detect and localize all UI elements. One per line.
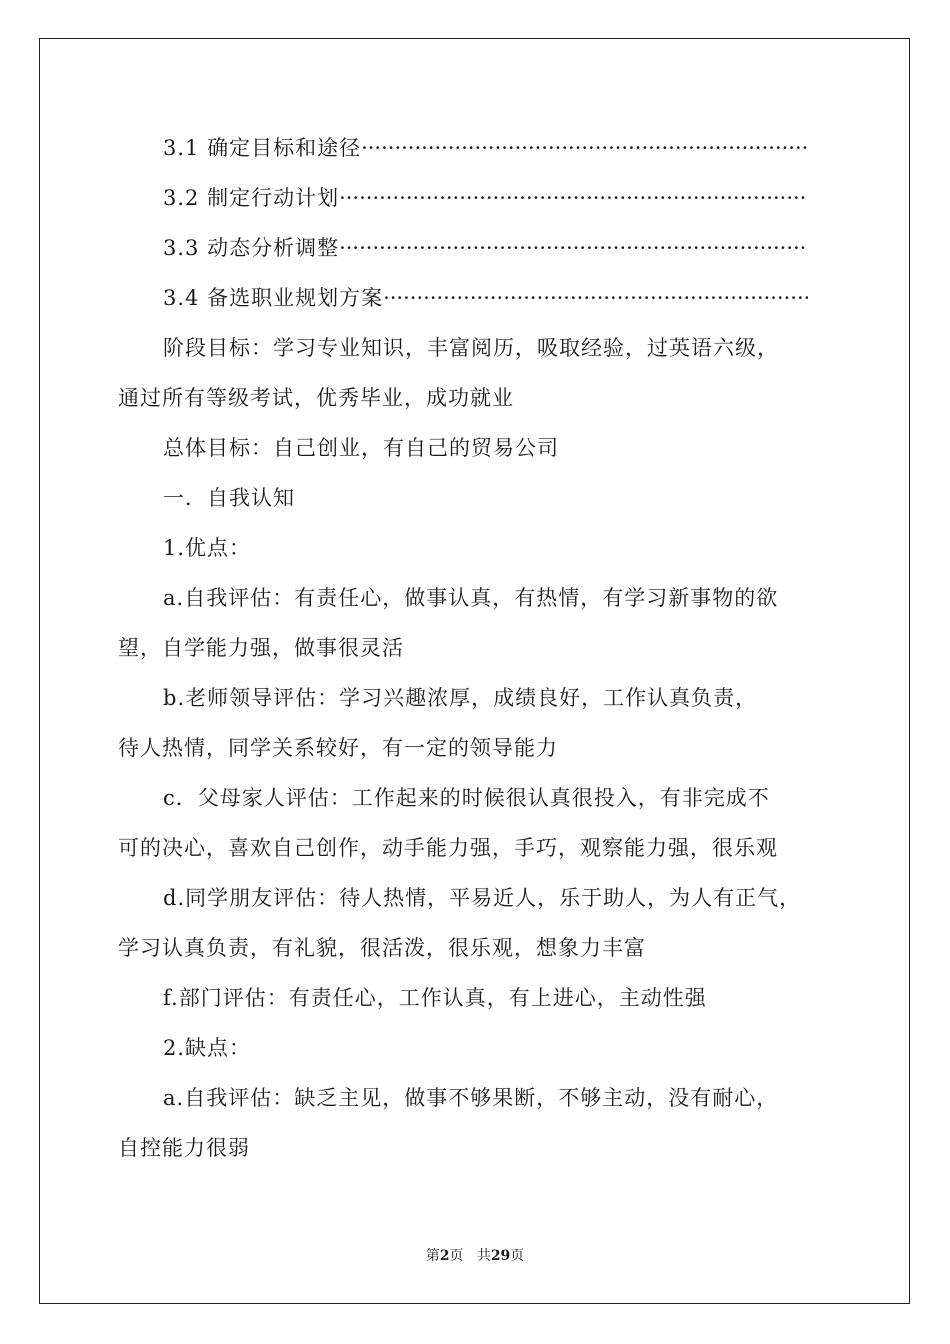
section-heading-self-awareness: 一．自我认知: [163, 486, 295, 510]
toc-entry-3-4[interactable]: [163, 283, 808, 313]
dept-eval: f.部门评估：有责任心，工作认真，有上进心，主动性强: [163, 986, 707, 1010]
footer-prefix: 第: [425, 1248, 440, 1264]
friends-eval-line-1: d.同学朋友评估：待人热情，平易近人，乐于助人，为人有正气，: [163, 886, 802, 910]
teacher-eval-line-2: 待人热情，同学关系较好，有一定的领导能力: [118, 736, 558, 760]
toc-label: 3.4 备选职业规划方案: [163, 286, 384, 310]
stage-goal-line-1: 阶段目标：学习专业知识，丰富阅历，吸取经验，过英语六级，: [163, 336, 779, 360]
strengths-heading: 1.优点：: [163, 536, 252, 560]
page-border: [39, 38, 910, 1304]
toc-entry-3-2[interactable]: [163, 183, 808, 213]
parents-eval-line-2: 可的决心，喜欢自己创作，动手能力强，手巧，观察能力强，很乐观: [118, 836, 778, 860]
toc-entry-3-3[interactable]: [163, 233, 808, 263]
footer-total-pages: 29: [490, 1248, 511, 1264]
page-footer: [0, 1247, 950, 1265]
footer-total-prefix: 共: [476, 1248, 491, 1264]
toc-label: 3.1 确定目标和途径: [163, 136, 362, 160]
toc-label: 3.2 制定行动计划: [163, 186, 340, 210]
self-eval-line-2: 望，自学能力强，做事很灵活: [118, 636, 404, 660]
toc-entry-3-1[interactable]: [163, 133, 808, 163]
footer-page-suffix: 页: [449, 1248, 464, 1264]
weaknesses-heading: 2.缺点：: [163, 1036, 252, 1060]
toc-leader: [383, 286, 808, 310]
friends-eval-line-2: 学习认真负责，有礼貌，很活泼，很乐观，想象力丰富: [118, 936, 646, 960]
teacher-eval-line-1: b.老师领导评估：学习兴趣浓厚，成绩良好，工作认真负责，: [163, 686, 758, 710]
weak-self-eval-line-2: 自控能力很弱: [118, 1136, 250, 1160]
toc-leader: [339, 236, 808, 260]
overall-goal: 总体目标：自己创业，有自己的贸易公司: [163, 436, 559, 460]
toc-leader: [339, 186, 808, 210]
weak-self-eval-line-1: a.自我评估：缺乏主见，做事不够果断，不够主动，没有耐心，: [163, 1086, 779, 1110]
footer-page-number: 2: [439, 1248, 450, 1264]
parents-eval-line-1: c．父母家人评估：工作起来的时候很认真很投入，有非完成不: [163, 786, 770, 810]
stage-goal-line-2: 通过所有等级考试，优秀毕业，成功就业: [118, 386, 514, 410]
footer-total-suffix: 页: [510, 1248, 525, 1264]
self-eval-line-1: a.自我评估：有责任心，做事认真，有热情，有学习新事物的欲: [163, 586, 779, 610]
toc-leader: [361, 136, 808, 160]
toc-label: 3.3 动态分析调整: [163, 236, 340, 260]
